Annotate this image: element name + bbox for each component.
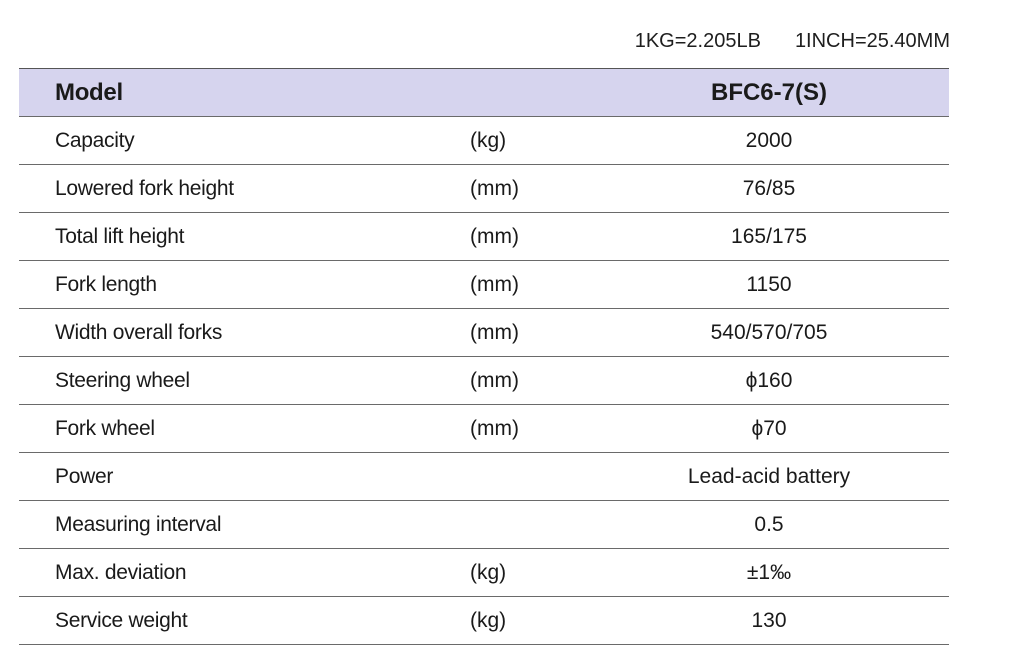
row-value: ϕ160 bbox=[745, 368, 793, 392]
row-value: ±1‰ bbox=[746, 560, 792, 584]
row-value: 165/175 bbox=[731, 224, 807, 248]
table-header-row bbox=[19, 69, 949, 117]
table-row bbox=[19, 405, 949, 453]
weight-conversion: 1KG=2.205LB bbox=[634, 30, 761, 52]
row-unit: (kg) bbox=[470, 560, 507, 584]
table-row bbox=[19, 261, 949, 309]
row-value: Lead-acid battery bbox=[687, 464, 851, 488]
row-unit: (mm) bbox=[470, 416, 519, 440]
row-unit: (mm) bbox=[470, 176, 519, 200]
row-label: Capacity bbox=[55, 128, 135, 152]
row-value: 540/570/705 bbox=[710, 320, 828, 344]
row-unit: (mm) bbox=[470, 368, 519, 392]
table-row bbox=[19, 213, 949, 261]
row-label: Fork length bbox=[55, 272, 157, 296]
table-row bbox=[19, 453, 949, 501]
row-label: Steering wheel bbox=[55, 368, 190, 392]
row-label: Measuring interval bbox=[55, 512, 222, 536]
table-row bbox=[19, 357, 949, 405]
unit-conversion-note bbox=[560, 30, 950, 53]
row-value: 76/85 bbox=[742, 176, 796, 200]
row-value: 130 bbox=[751, 608, 787, 632]
row-value: 0.5 bbox=[754, 512, 784, 536]
row-value: ϕ70 bbox=[751, 416, 787, 440]
table-row bbox=[19, 309, 949, 357]
table-row bbox=[19, 597, 949, 645]
table-row bbox=[19, 549, 949, 597]
row-label: Width overall forks bbox=[55, 320, 223, 344]
row-unit: (mm) bbox=[470, 224, 519, 248]
specification-table bbox=[19, 68, 949, 645]
header-label: Model bbox=[55, 78, 123, 106]
row-unit: (kg) bbox=[470, 128, 507, 152]
table-row bbox=[19, 117, 949, 165]
row-label: Fork wheel bbox=[55, 416, 155, 440]
table-row bbox=[19, 165, 949, 213]
row-label: Max. deviation bbox=[55, 560, 187, 584]
row-unit: (mm) bbox=[470, 320, 519, 344]
length-conversion: 1INCH=25.40MM bbox=[794, 30, 950, 52]
row-label: Lowered fork height bbox=[55, 176, 234, 200]
row-label: Service weight bbox=[55, 608, 188, 632]
row-label: Total lift height bbox=[55, 224, 185, 248]
table-row bbox=[19, 501, 949, 549]
row-label: Power bbox=[55, 464, 114, 488]
row-value: 1150 bbox=[746, 272, 792, 296]
row-unit: (mm) bbox=[470, 272, 519, 296]
header-model-value: BFC6-7(S) bbox=[710, 78, 827, 106]
row-unit: (kg) bbox=[470, 608, 507, 632]
row-value: 2000 bbox=[745, 128, 793, 152]
